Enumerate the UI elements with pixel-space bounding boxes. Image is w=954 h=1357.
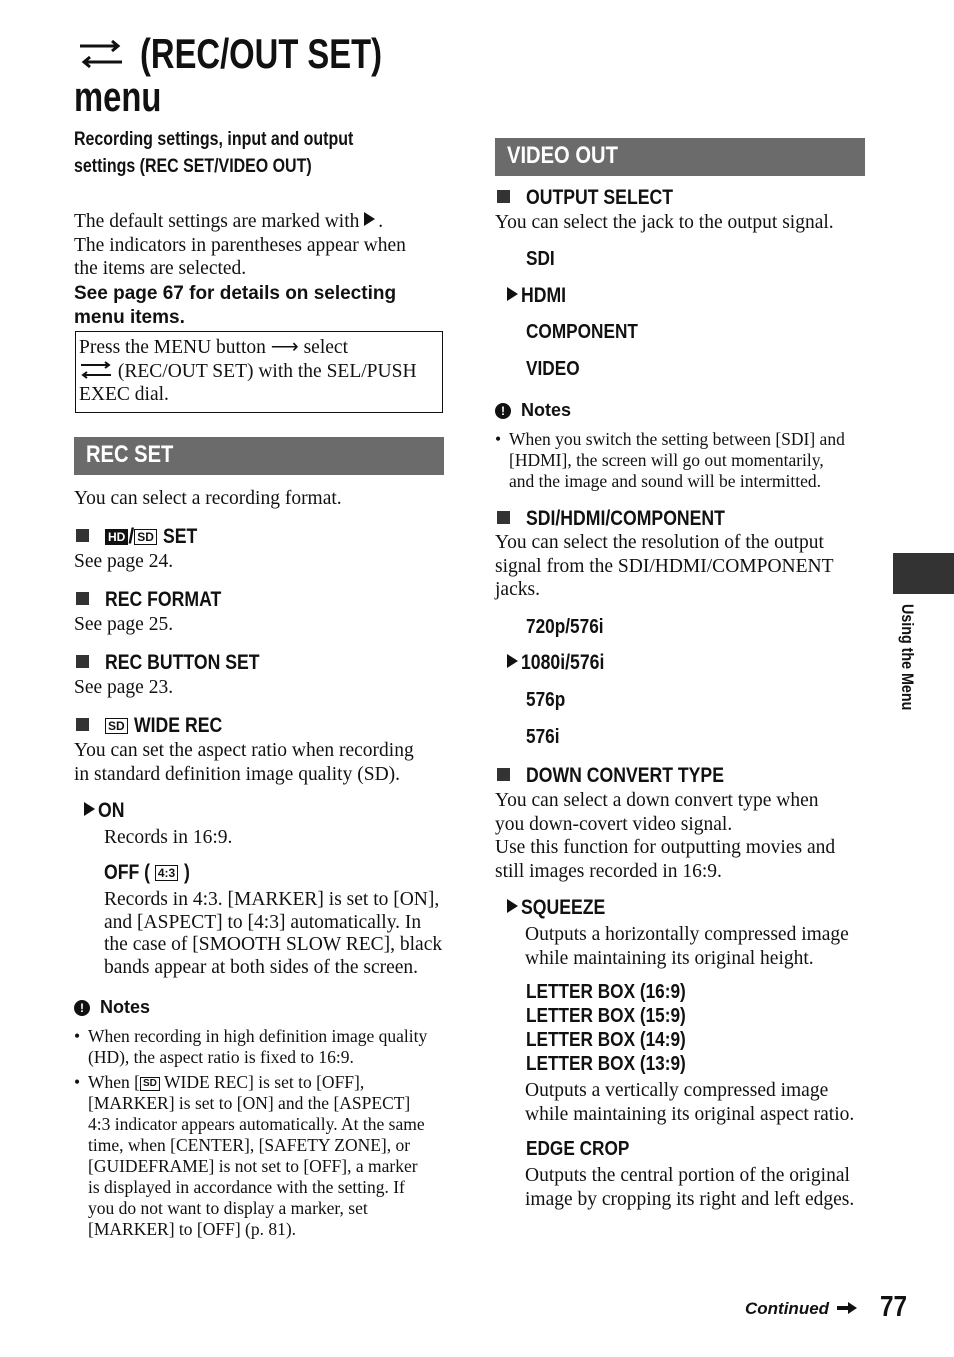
output-option-component: COMPONENT — [526, 320, 638, 343]
letterbox-16-9: LETTER BOX (16:9) — [526, 980, 686, 1003]
rec-set-intro: You can select a recording format. — [74, 488, 342, 509]
video-out-label: VIDEO OUT — [507, 142, 618, 169]
bullet-square-icon — [76, 529, 89, 542]
default-marker-icon — [84, 802, 95, 816]
resolution-option-1080i: 1080i/576i — [507, 650, 620, 675]
default-marker-icon — [364, 212, 375, 226]
bullet-square-icon — [497, 190, 510, 203]
edge-crop-desc: Outputs the central portion of the original image by cropping its right and left edges. — [525, 1165, 855, 1210]
sdi-hdmi-component-desc: You can select the resolution of the output signal from the SDI/HDMI/COMPONENT jacks. — [495, 532, 834, 600]
section-subtitle-line1: Recording settings, input and output — [74, 129, 354, 150]
hd-icon: HD — [105, 529, 128, 545]
hd-sd-set-heading: HD / SD SET — [76, 524, 204, 549]
instruction-box: Press the MENU button ⟶ select (REC/OUT SET) with the SEL/PUSH EXEC dial. — [75, 331, 443, 413]
see-page-note: See page 67 for details on selecting menu items. — [74, 283, 397, 328]
rec-set-notes-heading: ! Notes — [74, 996, 150, 1018]
output-option-video: VIDEO — [526, 357, 580, 380]
bullet-square-icon — [497, 511, 510, 524]
rec-format-desc: See page 25. — [74, 614, 174, 635]
wide-rec-off-option: OFF ( 4:3 ) — [104, 861, 190, 884]
video-out-notes-heading: ! Notes — [495, 399, 571, 421]
notes-icon: ! — [74, 1000, 90, 1016]
sd-icon: SD — [134, 529, 157, 545]
side-tab-label: Using the Menu — [898, 604, 917, 711]
output-option-sdi: SDI — [526, 247, 555, 270]
squeeze-option: SQUEEZE — [507, 895, 621, 920]
video-out-bar — [495, 138, 865, 176]
bullet-square-icon — [76, 718, 89, 731]
down-convert-heading: DOWN CONVERT TYPE — [497, 763, 762, 788]
menu-icon — [78, 38, 124, 72]
hd-sd-set-desc: See page 24. — [74, 551, 174, 572]
resolution-option-576i: 576i — [526, 725, 560, 748]
edge-crop-option: EDGE CROP — [526, 1137, 630, 1160]
page-title-line1: (REC/OUT SET) — [140, 30, 383, 77]
page-number: 77 — [880, 1291, 908, 1323]
rec-set-label: REC SET — [86, 441, 174, 468]
rec-format-heading: REC FORMAT — [76, 587, 243, 612]
side-tab — [893, 553, 954, 594]
arrow-right-icon — [836, 1300, 858, 1322]
notes-icon: ! — [495, 403, 511, 419]
sdi-hdmi-component-heading: SDI/HDMI/COMPONENT — [497, 506, 763, 531]
section-subtitle-line2: settings (REC SET/VIDEO OUT) — [74, 156, 312, 177]
bullet-square-icon — [76, 655, 89, 668]
down-convert-desc: You can select a down convert type when you down-covert video signal. Use this function for outputting movies and still images recorded in 16:9. — [495, 790, 836, 882]
menu-icon-small — [79, 360, 113, 380]
resolution-option-720p: 720p/576i — [526, 615, 604, 638]
rec-set-note-2: • When [ SD WIDE REC] is set to [OFF], [MARKER] is set to [ON] and the [ASPECT] 4:3 indicator appears automatically. At the same time, when [CENTER], [SAFETY ZONE], or [GUIDEFRAME] is not set to [OFF], a marker is displayed in accordance with the setting. If you do not want to display a marker, set [MARKER] to [OFF] (p. 81). — [74, 1072, 425, 1239]
rec-set-bar — [74, 437, 444, 475]
default-marker-icon — [507, 287, 518, 301]
defaults-text: The default settings are marked with . The indicators in parentheses appear when the items are selected. — [74, 211, 406, 279]
page-title-line2: menu — [74, 73, 162, 120]
video-out-note: • When you switch the setting between [SDI] and [HDMI], the screen will go out momentarily, and the image and sound will be intermitted. — [495, 429, 845, 491]
arrow-right-icon: ⟶ — [270, 337, 299, 358]
continued-label: Continued — [745, 1298, 858, 1322]
rec-set-note-1: • When recording in high definition image quality (HD), the aspect ratio is fixed to 16:9. — [74, 1026, 428, 1067]
wide-rec-off-desc: Records in 4:3. [MARKER] is set to [ON], and [ASPECT] to [4:3] automatically. In the case of [SMOOTH SLOW REC], black bands appear at both sides of the screen. — [104, 889, 443, 979]
wide-rec-heading: SD WIDE REC — [76, 713, 239, 738]
wide-rec-on-desc: Records in 16:9. — [104, 827, 233, 848]
bullet-square-icon — [497, 768, 510, 781]
letterbox-13-9: LETTER BOX (13:9) — [526, 1052, 686, 1075]
resolution-option-576p: 576p — [526, 688, 566, 711]
letterbox-desc: Outputs a vertically compressed image while maintaining its original aspect ratio. — [525, 1080, 855, 1125]
letterbox-options — [526, 980, 716, 1076]
output-option-hdmi: HDMI — [507, 283, 575, 308]
rec-button-set-heading: REC BUTTON SET — [76, 650, 289, 675]
letterbox-14-9: LETTER BOX (14:9) — [526, 1028, 686, 1051]
default-marker-icon — [507, 899, 518, 913]
wide-rec-desc: You can set the aspect ratio when recording in standard definition image quality (SD). — [74, 740, 414, 785]
rec-button-set-desc: See page 23. — [74, 677, 174, 698]
sd-icon: SD — [140, 1077, 160, 1091]
output-select-desc: You can select the jack to the output signal. — [495, 212, 834, 233]
output-select-heading: OUTPUT SELECT — [497, 185, 701, 210]
sd-icon: SD — [105, 718, 128, 734]
bullet-square-icon — [76, 592, 89, 605]
squeeze-desc: Outputs a horizontally compressed image while maintaining its original height. — [525, 924, 849, 969]
aspect-4-3-icon: 4:3 — [155, 865, 178, 881]
letterbox-15-9: LETTER BOX (15:9) — [526, 1004, 686, 1027]
default-marker-icon — [507, 654, 518, 668]
wide-rec-on-option: ON — [84, 798, 130, 823]
